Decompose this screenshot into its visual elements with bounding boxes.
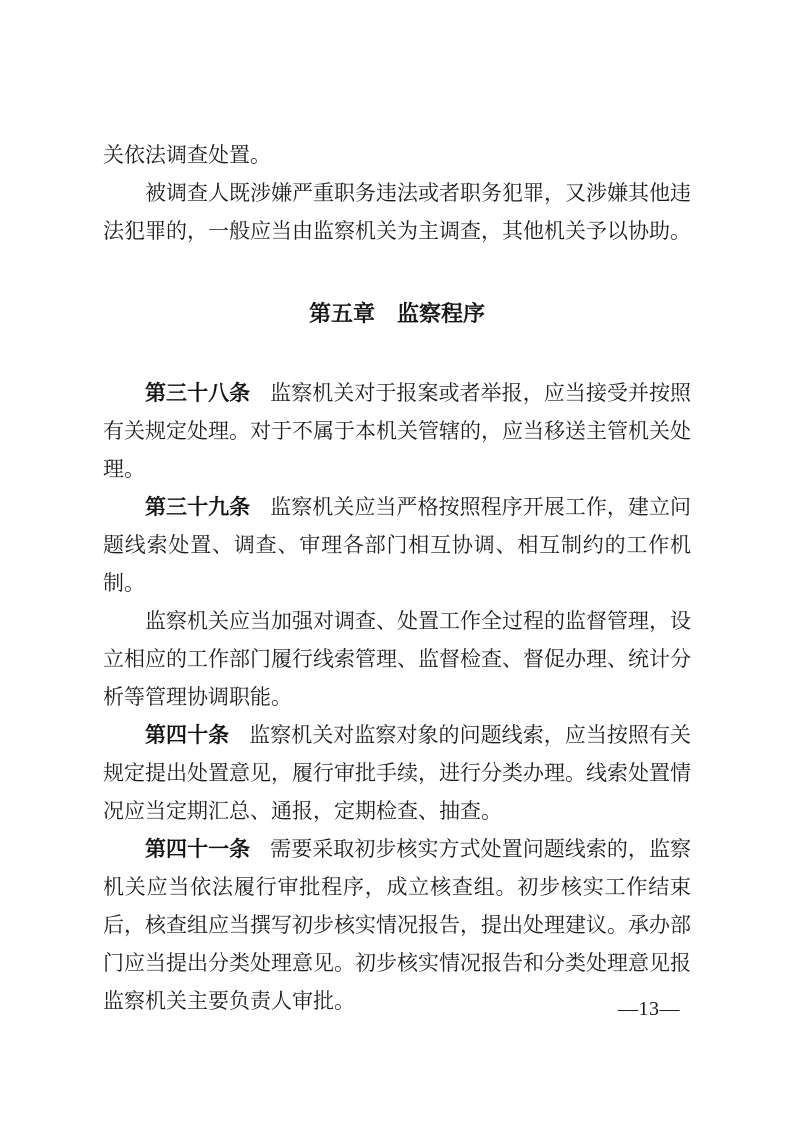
- page-content: [103, 136, 691, 1020]
- article-40: [103, 716, 691, 830]
- page-number: —13—: [618, 998, 680, 1020]
- article-38-text: 监察机关对于报案或者举报，应当接受并按照有关规定处理。对于不属于本机关管辖的，应当移送主管机关处理。: [103, 381, 692, 481]
- article-41: [103, 830, 691, 1020]
- paragraph-joint-investigation: 被调查人既涉嫌严重职务违法或者职务犯罪，又涉嫌其他违法犯罪的，一般应当由监察机关为主调查，其他机关予以协助。: [103, 181, 691, 243]
- article-40-text: 监察机关对监察对象的问题线索，应当按照有关规定提出处置意见，履行审批手续，进行分类办理。线索处置情况应当定期汇总、通报，定期检查、抽查。: [103, 723, 692, 823]
- article-38-number: 第三十八条: [145, 381, 251, 405]
- article-40-number: 第四十条: [145, 723, 230, 747]
- paragraph-continuation: 关依法调查处置。: [103, 143, 271, 167]
- article-39-text: 监察机关应当严格按照程序开展工作，建立问题线索处置、调查、审理各部门相互协调、相互制约的工作机制。: [103, 495, 692, 595]
- article-39-paragraph-2: 监察机关应当加强对调查、处置工作全过程的监督管理，设立相应的工作部门履行线索管理、监督检查、督促办理、统计分析等管理协调职能。: [103, 609, 691, 709]
- article-39-number: 第三十九条: [145, 495, 251, 519]
- article-39: [103, 488, 691, 602]
- chapter-heading: 第五章 监察程序: [308, 301, 485, 326]
- article-41-number: 第四十一条: [145, 837, 251, 861]
- article-41-text: 需要采取初步核实方式处置问题线索的，监察机关应当依法履行审批程序，成立核查组。初步核实工作结束后，核查组应当撰写初步核实情况报告，提出处理建议。承办部门应当提出分类处理意见。初步核实情况报告和分类处理意见报监察机关主要负责人审批。: [103, 837, 692, 1013]
- article-38: [103, 374, 691, 488]
